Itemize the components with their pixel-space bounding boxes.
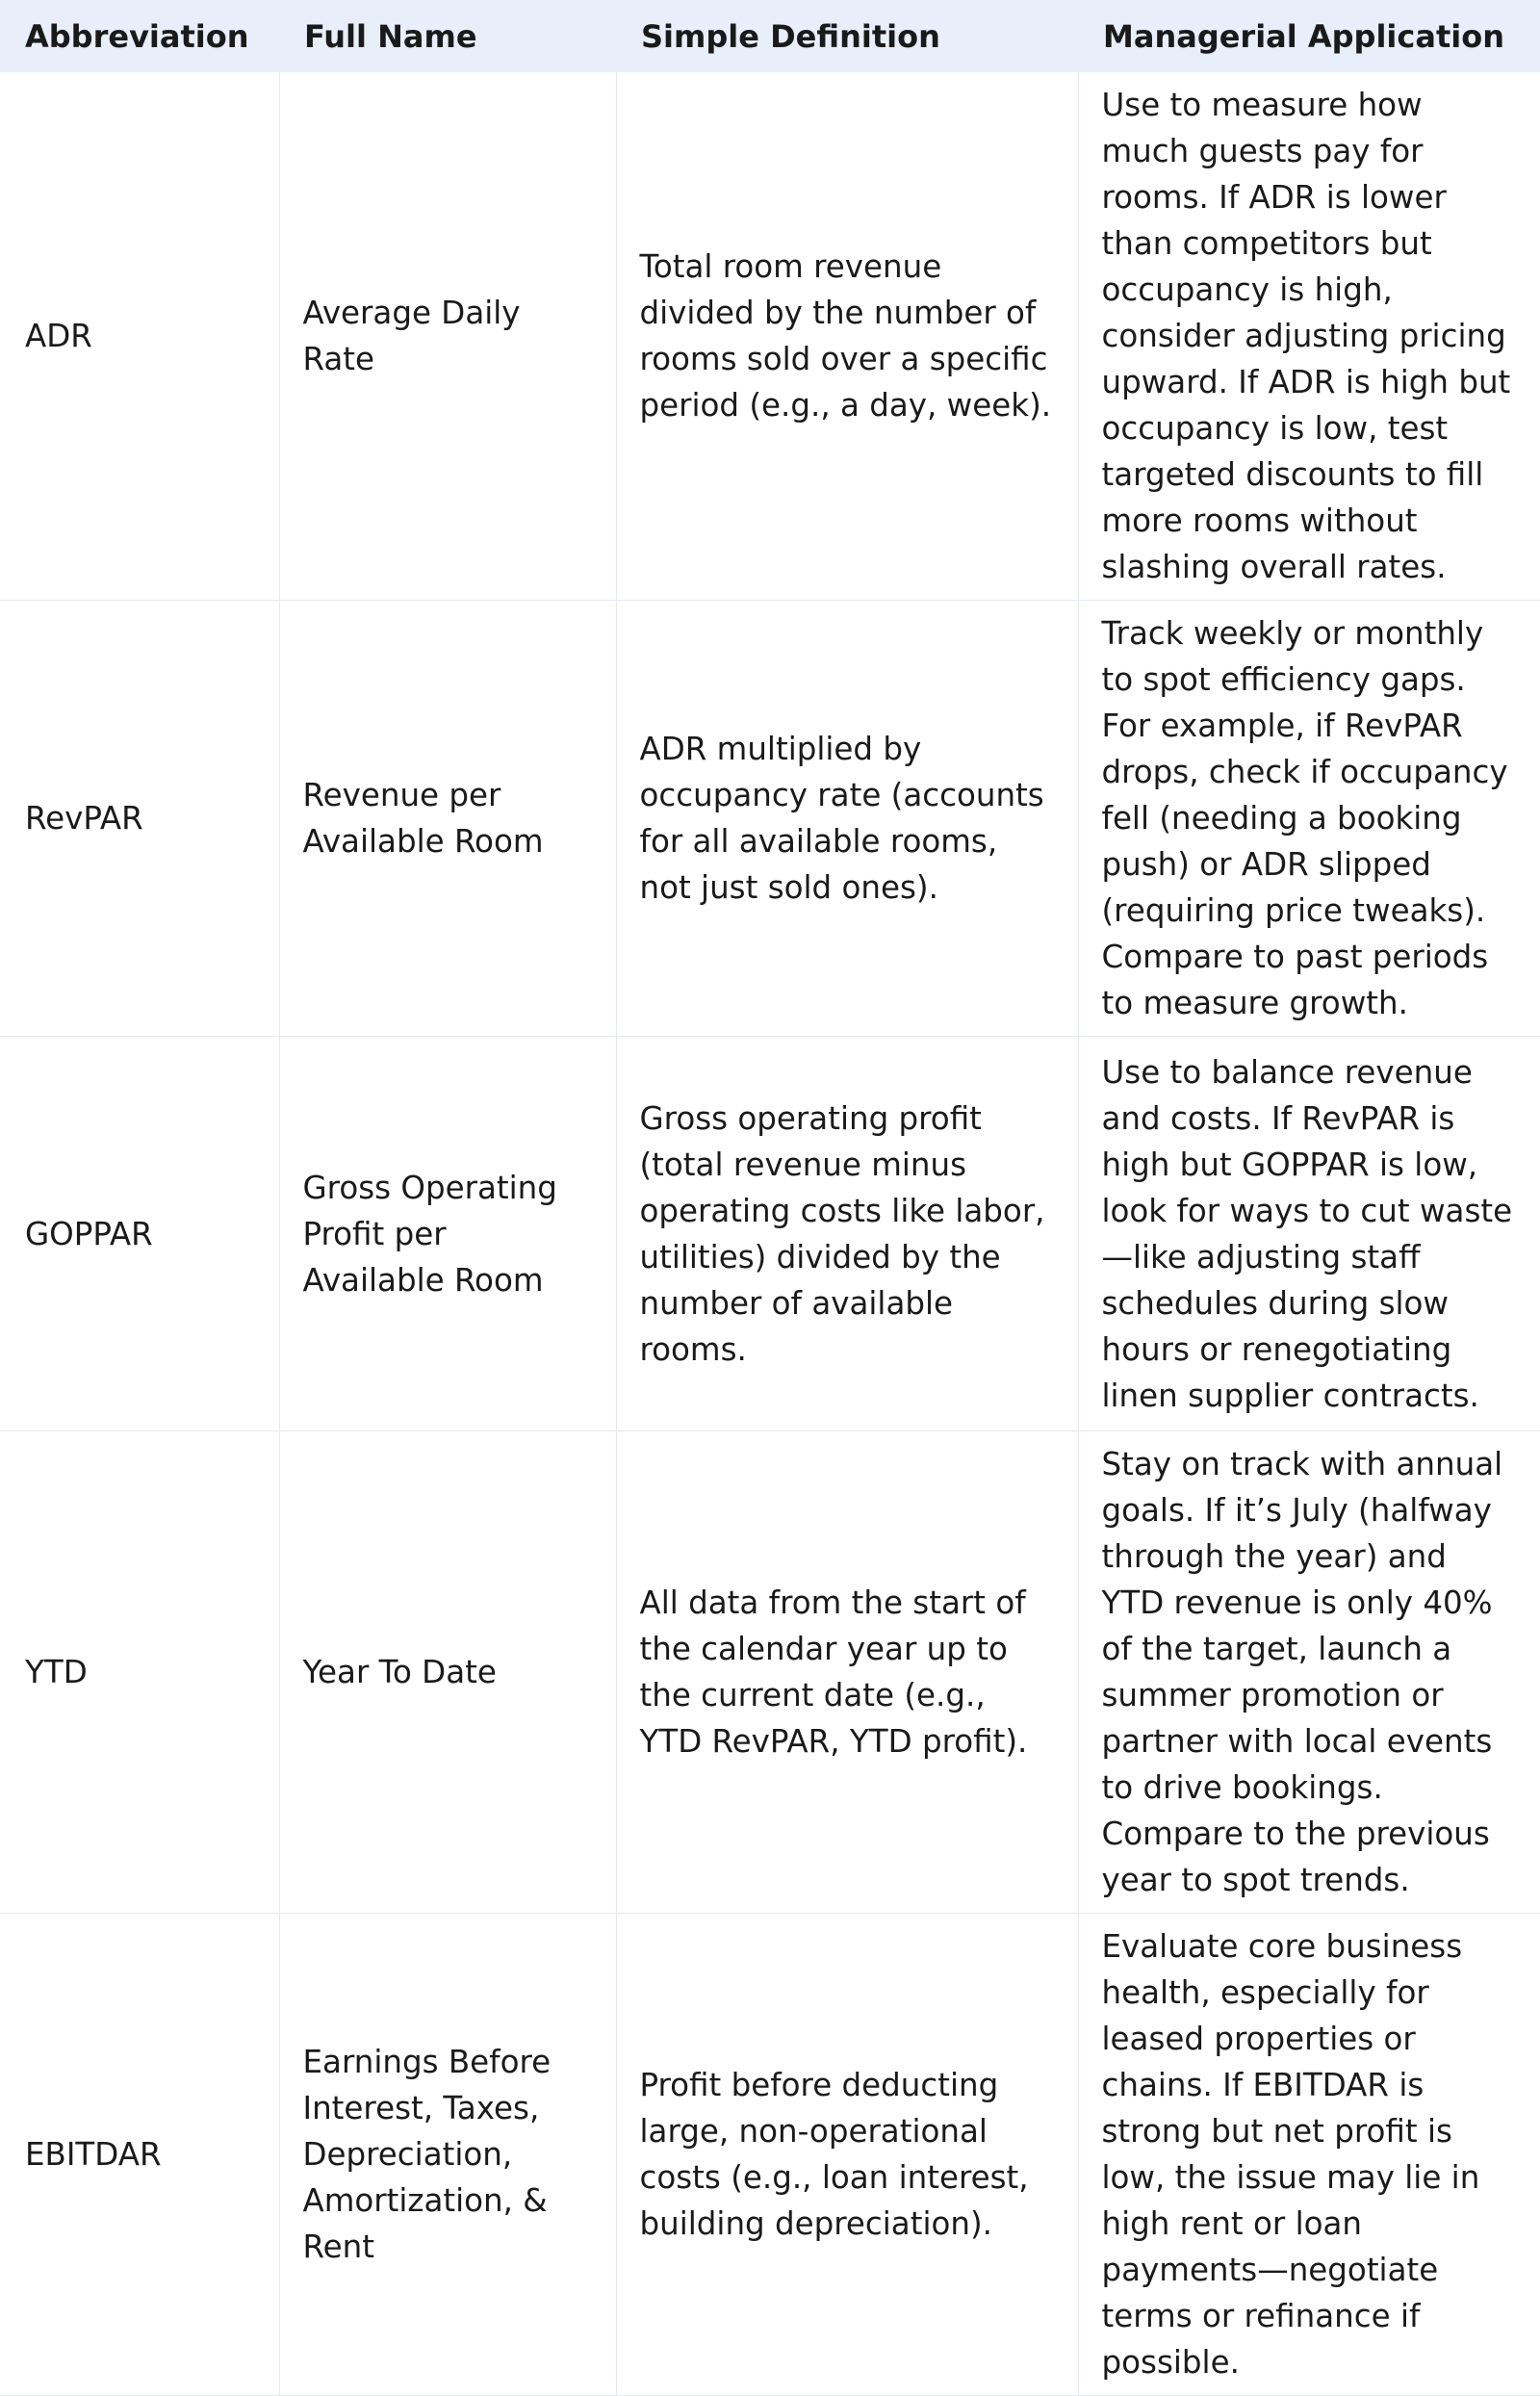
cell-abbreviation: ADR xyxy=(0,72,279,601)
table-row-ytd xyxy=(0,1431,1540,1914)
table-row-goppar xyxy=(0,1037,1540,1431)
header-simple-definition: Simple Definition xyxy=(641,17,940,55)
header-row xyxy=(0,0,1540,72)
cell-application: Track weekly or monthly to spot efficiency gaps. For example, if RevPAR drops, check if occupancy fell (needing a booking push) or ADR slipped (requiring price tweaks). Compare to past periods to measure growth. xyxy=(1078,601,1540,1037)
header-abbreviation: Abbreviation xyxy=(25,17,249,55)
table-header xyxy=(0,0,1540,72)
cell-full-name: Year To Date xyxy=(279,1431,616,1914)
cell-definition: Total room revenue divided by the number of rooms sold over a specific period (e.g., a day, week). xyxy=(616,72,1078,601)
cell-full-name: Revenue per Available Room xyxy=(279,601,616,1037)
cell-abbreviation: EBITDAR xyxy=(0,1914,279,2396)
cell-definition: ADR multiplied by occupancy rate (accounts for all available rooms, not just sold ones). xyxy=(616,601,1078,1037)
cell-full-name: Gross Operating Profit per Available Room xyxy=(279,1037,616,1431)
cell-application: Evaluate core business health, especially for leased properties or chains. If EBITDAR is strong but net profit is low, the issue may lie in high rent or loan payments—negotiate terms or refinance if possible. xyxy=(1078,1914,1540,2396)
cell-full-name: Earnings Before Interest, Taxes, Depreciation, Amortization, & Rent xyxy=(279,1914,616,2396)
header-full-name: Full Name xyxy=(304,17,477,55)
cell-abbreviation: YTD xyxy=(0,1431,279,1914)
table-row-adr xyxy=(0,72,1540,601)
cell-definition: All data from the start of the calendar year up to the current date (e.g., YTD RevPAR, YTD profit). xyxy=(616,1431,1078,1914)
cell-abbreviation: GOPPAR xyxy=(0,1037,279,1431)
cell-application: Use to balance revenue and costs. If RevPAR is high but GOPPAR is low, look for ways to cut waste—like adjusting staff schedules during slow hours or renegotiating linen supplier contracts. xyxy=(1078,1037,1540,1431)
cell-abbreviation: RevPAR xyxy=(0,601,279,1037)
cell-definition: Profit before deducting large, non-operational costs (e.g., loan interest, building depreciation). xyxy=(616,1914,1078,2396)
cell-definition: Gross operating profit (total revenue minus operating costs like labor, utilities) divided by the number of available rooms. xyxy=(616,1037,1078,1431)
table-body xyxy=(0,72,1540,2396)
header-managerial-application: Managerial Application xyxy=(1103,17,1504,55)
table-row-revpar xyxy=(0,601,1540,1037)
cell-application: Stay on track with annual goals. If it’s July (halfway through the year) and YTD revenue is only 40% of the target, launch a summer promotion or partner with local events to drive bookings. Compare to the previous year to spot trends. xyxy=(1078,1431,1540,1914)
table-row-ebitdar xyxy=(0,1914,1540,2396)
cell-full-name: Average Daily Rate xyxy=(279,72,616,601)
cell-application: Use to measure how much guests pay for rooms. If ADR is lower than competitors but occupancy is high, consider adjusting pricing upward. If ADR is high but occupancy is low, test targeted discounts to fill more rooms without slashing overall rates. xyxy=(1078,72,1540,601)
